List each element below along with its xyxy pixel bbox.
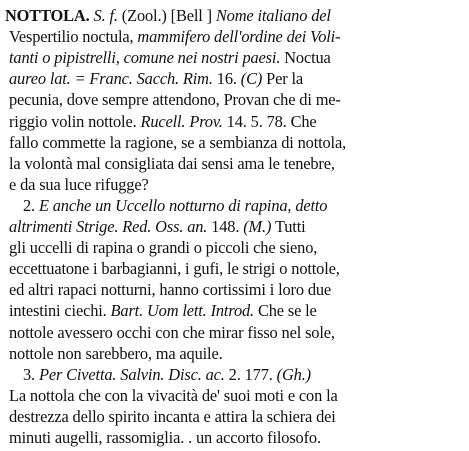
text-segment: destrezza dello spirito incanta e attira la schiera dei xyxy=(9,406,336,426)
italic-segment: (C) xyxy=(240,69,263,89)
text-segment: minuti augelli, rassomiglia. . un accorto filosofo. xyxy=(9,428,321,447)
italic-segment: S. f. xyxy=(89,6,118,25)
text-segment: 2. xyxy=(23,195,39,215)
text-segment: (Zool.) [Bell ] xyxy=(117,6,216,25)
italic-segment: (Gh.) xyxy=(276,364,311,384)
text-segment: Vespertilio noctula, xyxy=(9,27,138,47)
text-segment: la volontà mal consigliata dai sensi ama le tenebre, xyxy=(9,153,335,173)
text-segment: 3. xyxy=(23,364,39,384)
headword: NOTTOLA. xyxy=(5,6,90,25)
entry-line xyxy=(9,426,321,450)
italic-segment: (M.) xyxy=(243,217,272,236)
text-segment: 14. 5. 78. Che xyxy=(222,111,317,131)
italic-segment: altrimenti Strige. Red. Oss. an. xyxy=(9,217,208,236)
text-segment: fallo commette la ragione, se a sembianza di nottola, xyxy=(9,132,347,152)
text-segment: nottole avessero occhi con che mirar fisso nel sole, xyxy=(9,322,335,342)
text-segment: nottole non sarebbero, ma aquile. xyxy=(9,343,223,363)
text-segment: Tutti xyxy=(271,217,306,236)
text-segment: 148. xyxy=(207,217,244,236)
italic-segment: mammifero dell'ordine dei Voli- xyxy=(137,27,341,47)
text-segment: gli uccelli di rapina o grandi o piccoli che sieno, xyxy=(9,238,318,258)
text-segment: pecunia, dove sempre attendono, Provan che di me- xyxy=(9,90,341,110)
text-segment: 16. xyxy=(212,69,241,89)
italic-segment: Per Civetta. Salvin. Disc. ac. xyxy=(38,364,225,384)
text-segment: eccettuatone i barbagianni, i gufi, le strigi o nottole, xyxy=(9,259,340,279)
text-segment: Noctua xyxy=(280,48,331,68)
text-segment: ed altri rapaci notturni, hanno cortissimi i loro due xyxy=(9,280,332,300)
italic-segment: Bart. Uom lett. Introd. xyxy=(110,301,254,321)
text-segment: Per la xyxy=(262,69,303,89)
text-segment: e da sua luce rifugge? xyxy=(9,174,149,194)
text-segment: Che se le xyxy=(254,301,317,321)
dictionary-entry xyxy=(5,4,463,447)
italic-segment: Nome italiano del xyxy=(215,6,331,25)
italic-segment: E anche un Uccello notturno di rapina, detto xyxy=(38,195,328,215)
text-segment: 2. 177. xyxy=(224,364,277,384)
italic-segment: aureo lat. = Franc. Sacch. Rim. xyxy=(9,69,213,89)
italic-segment: Rucell. Prov. xyxy=(140,111,223,131)
italic-segment: tanti o pipistrelli, comune nei nostri paesi. xyxy=(9,48,281,68)
text-segment: riggio volin nottole. xyxy=(9,111,141,131)
text-segment: La nottola che con la vivacità de' suoi moti e con la xyxy=(9,385,338,405)
text-segment: intestini ciechi. xyxy=(9,301,111,321)
